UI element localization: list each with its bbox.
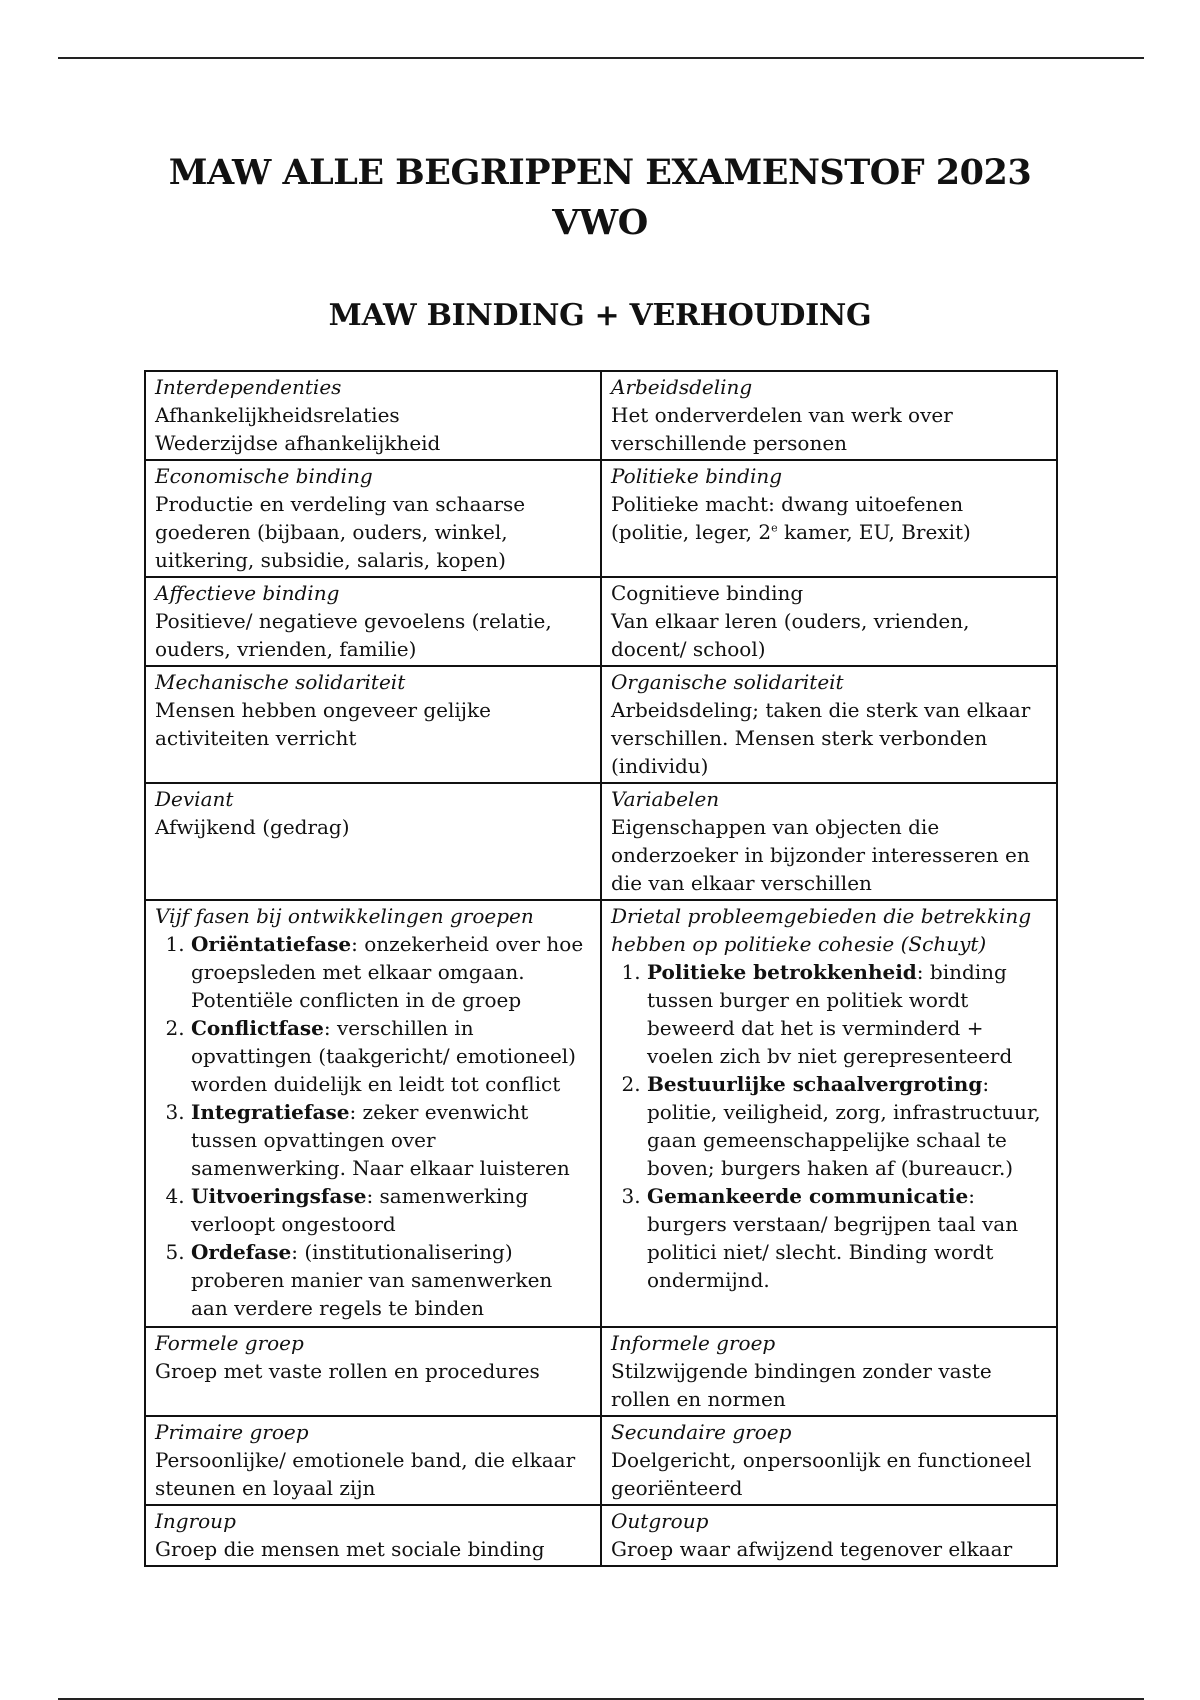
document-title [0,148,1200,248]
term-definition: Wederzijdse afhankelijkheid [155,431,441,455]
list-item-term: Oriëntatiefase [191,932,352,956]
table-row [145,783,1057,900]
list-item [647,1182,1047,1294]
section-title: MAW BINDING + VERHOUDING [328,298,872,333]
list-item-term: Uitvoeringsfase [191,1184,367,1208]
term-definition: Eigenschappen van objecten die onderzoeker in bijzonder interesseren en die van elkaar verschillen [611,815,1030,895]
term-cell [601,666,1057,783]
term-cell [601,1416,1057,1505]
term-definition: Stilzwijgende bindingen zonder vaste rollen en normen [611,1359,992,1411]
term-label: Affectieve binding [155,581,340,605]
header-rule [58,57,1144,59]
term-cell [601,783,1057,900]
term-cell [145,900,601,1327]
term-label: Arbeidsdeling [611,375,753,399]
list-item [647,1070,1047,1182]
term-definition: Het onderverdelen van werk over verschillende personen [611,403,953,455]
list-item [191,1238,591,1322]
list-item-term: Conflictfase [191,1016,324,1040]
superscript-e: e [771,521,778,535]
table-row [145,371,1057,460]
term-cell [145,371,601,460]
table-row [145,1416,1057,1505]
list-item-term: Politieke betrokkenheid [647,960,917,984]
term-label: Primaire groep [155,1420,309,1444]
term-definition: Persoonlijke/ emotionele band, die elkaar steunen en loyaal zijn [155,1448,576,1500]
list-item [191,1014,591,1098]
term-label: Organische solidariteit [611,670,844,694]
term-definition: Doelgericht, onpersoonlijk en functioneel georiënteerd [611,1448,1032,1500]
list-item-term: Bestuurlijke schaalvergroting [647,1072,983,1096]
term-cell [601,1327,1057,1416]
term-label: Cognitieve binding [611,581,804,605]
title-line-1: MAW ALLE BEGRIPPEN EXAMENSTOF 2023 [168,152,1032,193]
list-item-text: : (institutionalisering) proberen manier van samenwerken aan verdere regels te binden [191,1240,553,1320]
term-label: Variabelen [611,787,720,811]
list-item-text: : onzekerheid over hoe groepsleden met elkaar omgaan. Potentiële conflicten in de groep [191,932,584,1012]
term-definition: Groep die mensen met sociale binding [155,1537,545,1561]
phase-list [155,930,591,1322]
term-cell [601,577,1057,666]
term-cell [145,666,601,783]
definition-text: kamer, EU, Brexit) [777,520,971,544]
term-cell [601,371,1057,460]
list-item-text: : binding tussen burger en politiek wordt beweerd dat het is verminderd + voelen zich bv niet gerepresenteerd [647,960,1013,1068]
term-label: Politieke binding [611,464,783,488]
table-row [145,460,1057,577]
term-cell [601,900,1057,1327]
term-cell [145,1505,601,1566]
term-definition: Productie en verdeling van schaarse goederen (bijbaan, ouders, winkel, uitkering, subsidie, salaris, kopen) [155,492,526,572]
table-row [145,1327,1057,1416]
list-item-term: Gemankeerde communicatie [647,1184,969,1208]
title-line-2: VWO [552,202,648,243]
term-definition [611,490,1047,546]
term-definition: Arbeidsdeling; taken die sterk van elkaar verschillen. Mensen sterk verbonden (individu) [611,698,1031,778]
list-item [191,930,591,1014]
table-row [145,577,1057,666]
term-definition: Groep met vaste rollen en procedures [155,1359,540,1383]
table-row [145,666,1057,783]
term-label: Drietal probleemgebieden die betrekking hebben op politieke cohesie (Schuyt) [611,904,1032,956]
list-item-text: : politie, veiligheid, zorg, infrastructuur, gaan gemeenschappelijke schaal te boven; burgers haken af (bureaucr.) [647,1072,1041,1180]
term-definition: Groep waar afwijzend tegenover elkaar [611,1537,1013,1561]
term-definition: Afwijkend (gedrag) [155,815,350,839]
term-label: Secundaire groep [611,1420,792,1444]
term-label: Informele groep [611,1331,776,1355]
list-item-text: : zeker evenwicht tussen opvattingen over samenwerking. Naar elkaar luisteren [191,1100,570,1180]
term-cell [601,460,1057,577]
list-item-text: : verschillen in opvattingen (taakgericht/ emotioneel) worden duidelijk en leidt tot conflict [191,1016,576,1096]
term-label: Vijf fasen bij ontwikkelingen groepen [155,904,534,928]
term-label: Formele groep [155,1331,304,1355]
list-item-text: : burgers verstaan/ begrijpen taal van politici niet/ slecht. Binding wordt ondermijnd. [647,1184,1019,1292]
term-definition: Van elkaar leren (ouders, vrienden, docent/ school) [611,609,970,661]
term-definition: Mensen hebben ongeveer gelijke activiteiten verricht [155,698,491,750]
list-item [647,958,1047,1070]
term-cell [145,1327,601,1416]
terms-table [144,370,1058,1567]
term-cell [145,1416,601,1505]
list-item-term: Ordefase [191,1240,292,1264]
definition-text: Politieke macht: dwang uitoefenen (politie, leger, 2 [611,492,964,544]
term-cell [145,783,601,900]
term-label: Deviant [155,787,234,811]
term-cell [145,460,601,577]
list-item [191,1098,591,1182]
list-item-term: Integratiefase [191,1100,350,1124]
term-label: Outgroup [611,1509,709,1533]
term-label: Interdependenties [155,375,342,399]
term-label: Mechanische solidariteit [155,670,406,694]
term-definition: Afhankelijkheidsrelaties [155,403,400,427]
term-definition: Positieve/ negatieve gevoelens (relatie, ouders, vrienden, familie) [155,609,552,661]
list-item [191,1182,591,1238]
term-label: Economische binding [155,464,373,488]
term-label: Ingroup [155,1509,236,1533]
problem-area-list [611,958,1047,1294]
term-cell [145,577,601,666]
table-row [145,900,1057,1327]
term-cell [601,1505,1057,1566]
table-row [145,1505,1057,1566]
list-item-text: : samenwerking verloopt ongestoord [191,1184,529,1236]
